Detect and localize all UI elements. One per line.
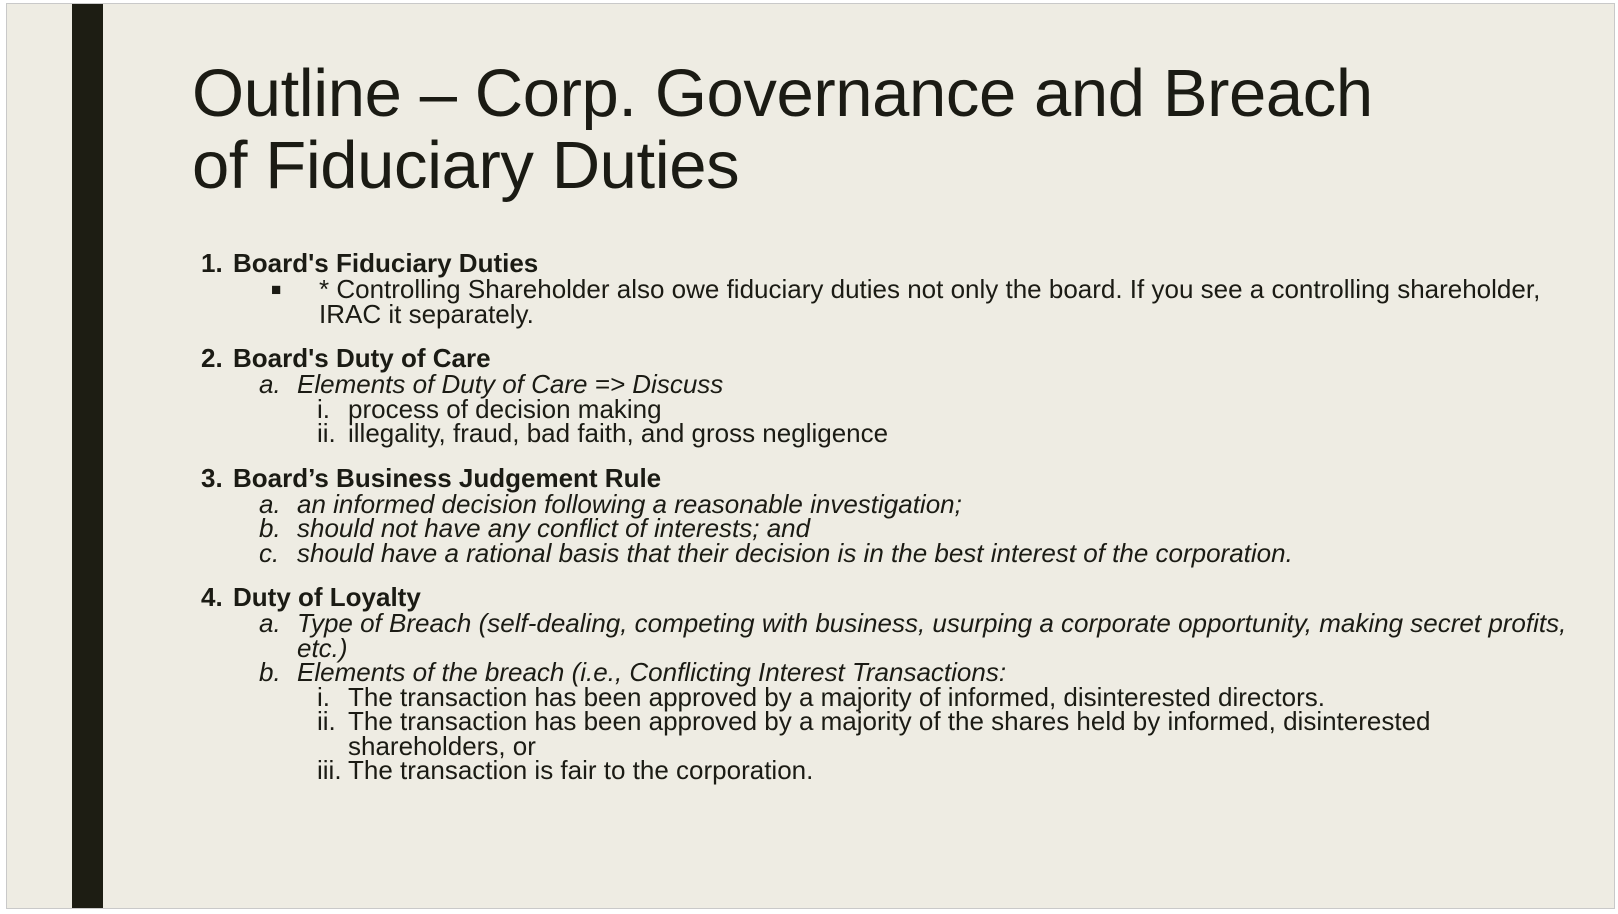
list-marker: c.: [259, 537, 280, 568]
section-fiduciary-duties: [201, 248, 1591, 329]
list-marker: ii.: [317, 418, 336, 448]
section-number: 3.: [201, 462, 223, 493]
list-marker: a.: [259, 369, 281, 399]
section-business-judgement-rule: [201, 462, 1591, 568]
list-item-text: process of decision making: [348, 393, 662, 424]
accent-bar: [72, 4, 103, 908]
list-item-text: an informed decision following a reasonable investigation;: [297, 488, 962, 519]
bullet-text: * Controlling Shareholder also owe fiduciary duties not only the board. If you see a controlling shareholder, IRAC it separately.: [319, 274, 1541, 329]
list-marker: ii.: [317, 706, 336, 736]
section-number: 4.: [201, 582, 223, 612]
square-bullet-icon: ■: [271, 280, 282, 299]
list-item-text: should not have any conflict of interests; and: [297, 513, 811, 543]
slide-title: [192, 58, 1492, 202]
list-marker: i.: [317, 681, 330, 712]
section-number: 1.: [201, 248, 223, 278]
section-heading-text: Board's Fiduciary Duties: [233, 248, 539, 278]
sub-list-item: [201, 706, 1591, 761]
section-heading: [201, 462, 1591, 493]
list-marker: iii.: [317, 755, 342, 785]
list-item-text: Type of Breach (self-dealing, competing with business, usurping a corporate opportunity, making secret profits, etc.): [297, 608, 1567, 663]
bullet-item: [201, 274, 1591, 329]
sub-list-item: [201, 755, 1591, 785]
section-heading: [201, 345, 1591, 372]
slide-title-line-1: Outline – Corp. Governance and Breach: [192, 56, 1373, 131]
list-item-text: The transaction is fair to the corporation.: [348, 755, 814, 785]
list-marker: i.: [317, 393, 330, 424]
section-number: 2.: [201, 343, 223, 373]
section-heading-text: Duty of Loyalty: [233, 582, 421, 612]
sub-list-item: [201, 418, 1591, 448]
list-item-text: The transaction has been approved by a majority of informed, disinterested directors.: [348, 681, 1325, 712]
section-heading: [201, 584, 1591, 611]
list-marker: b.: [259, 657, 281, 687]
section-heading-text: Board's Duty of Care: [233, 343, 491, 373]
list-marker: a.: [259, 608, 281, 638]
slide: [6, 3, 1615, 909]
section-duty-of-loyalty: [201, 584, 1591, 783]
list-item: [201, 369, 1591, 399]
section-heading: [201, 250, 1591, 277]
section-heading-text: Board’s Business Judgement Rule: [233, 462, 662, 493]
outline-content: [201, 250, 1591, 783]
list-marker: b.: [259, 513, 281, 543]
list-item: [201, 513, 1591, 543]
list-item: [201, 657, 1591, 687]
list-marker: a.: [259, 488, 281, 519]
slide-title-line-2: of Fiduciary Duties: [192, 128, 740, 203]
list-item-text: illegality, fraud, bad faith, and gross negligence: [348, 418, 889, 448]
list-item: [201, 608, 1591, 663]
section-duty-of-care: [201, 345, 1591, 446]
list-item-text: Elements of the breach (i.e., Conflicting Interest Transactions:: [297, 657, 1007, 687]
list-item: [201, 537, 1591, 568]
list-item-text: Elements of Duty of Care => Discuss: [297, 369, 724, 399]
list-item-text: The transaction has been approved by a majority of the shares held by informed, disinterested shareholders, or: [348, 706, 1431, 761]
list-item-text: should have a rational basis that their decision is in the best interest of the corporation.: [297, 537, 1293, 568]
